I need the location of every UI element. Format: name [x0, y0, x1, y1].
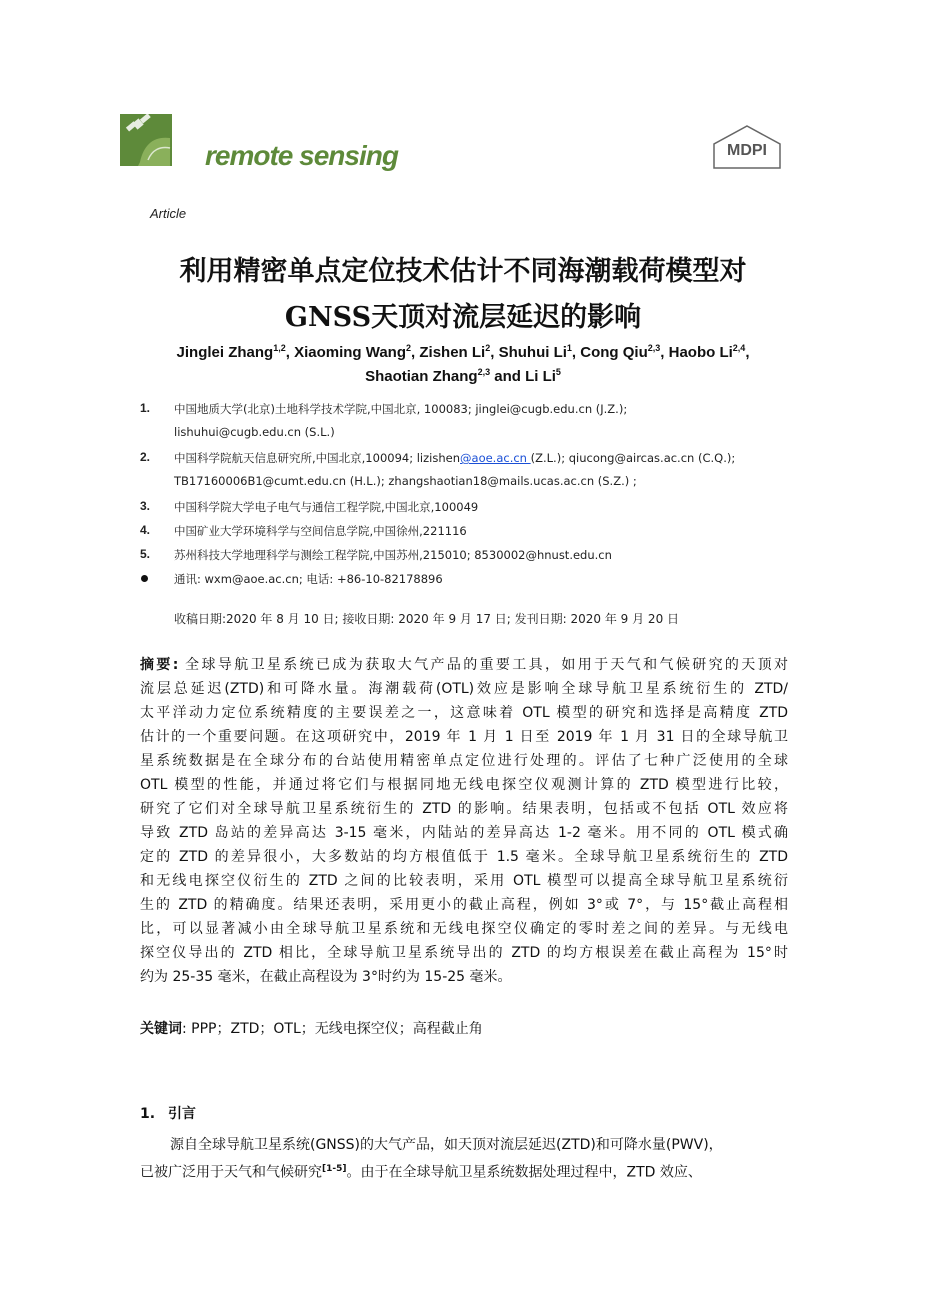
affiliation-text-part: 中国科学院航天信息研究所,中国北京,100094; lizishen: [174, 451, 461, 465]
section-heading: [140, 1103, 196, 1123]
abstract-line: [140, 797, 788, 821]
author-name[interactable]: Zishen Li: [419, 344, 486, 361]
section-title: 引言: [167, 1106, 196, 1122]
author-affiliation-sup: 2,3: [477, 367, 491, 377]
affiliation-text: 中国科学院大学电子电气与通信工程学院,中国北京,100049: [174, 500, 479, 514]
article-type: Article: [150, 206, 187, 221]
author-list-line-2: [0, 367, 926, 385]
author-separator: ,: [660, 344, 669, 361]
author-list-line-1: [0, 343, 926, 361]
abstract-line: [140, 725, 788, 749]
author-affiliation-sup: 1,2: [273, 343, 286, 353]
affiliation-text: lishuhui@cugb.edu.cn (S.L.): [174, 425, 335, 439]
abstract-text: 导致 ZTD 岛站的差异高达 3-15 毫米，内陆站的差异高达 1-2 毫米。用不同的 OTL 模式确: [140, 825, 788, 841]
abstract-text: 生的 ZTD 的精确度。结果还表明，采用更小的截止高程，例如 3°或 7°，与 15°截止高程相: [140, 897, 788, 913]
abstract-line: [140, 749, 788, 773]
paragraph-text: 。由于在全球导航卫星系统数据处理过程中，ZTD 效应、: [346, 1164, 702, 1181]
keywords: [140, 1018, 483, 1038]
correspondence: 通讯: wxm@aoe.ac.cn; 电话: +86-10-82178896: [174, 572, 443, 586]
author-and: and: [490, 368, 526, 385]
satellite-icon: [120, 114, 172, 166]
author-affiliation-sup: 1: [566, 343, 572, 353]
author-name[interactable]: Shuhui Li: [498, 344, 567, 361]
journal-name: remote sensing: [205, 140, 398, 171]
publication-dates: 收稿日期:2020 年 8 月 10 日; 接收日期: 2020 年 9 月 17 日; 发刊日期: 2020 年 9 月 20 日: [174, 612, 680, 626]
affiliation-number: 5.: [140, 547, 151, 561]
title-line-2: GNSS天顶对流层延迟的影响: [284, 302, 642, 333]
affiliation-text: 中国矿业大学环境科学与空间信息学院,中国徐州,221116: [174, 524, 467, 538]
email-link[interactable]: @aoe.ac.cn: [460, 451, 531, 465]
keywords-text: : PPP；ZTD；OTL；无线电探空仪；高程截止角: [182, 1021, 483, 1037]
author-separator: ,: [745, 344, 750, 361]
abstract-line: [140, 653, 788, 677]
abstract-text: 探空仪导出的 ZTD 相比，全球导航卫星系统导出的 ZTD 的均方根误差在截止高程为 15°时: [140, 945, 788, 961]
author-separator: ,: [411, 344, 420, 361]
author-affiliation-sup: 2: [485, 343, 491, 353]
affiliation-number: 3.: [140, 499, 151, 513]
title-line-1: 利用精密单点定位技术估计不同海潮载荷模型对: [179, 256, 747, 287]
abstract-line: [140, 917, 788, 941]
abstract: [140, 653, 788, 989]
abstract-text: 星系统数据是在全球分布的台站使用精密单点定位进行处理的。评估了七种广泛使用的全球: [140, 753, 788, 769]
abstract-line: [140, 677, 788, 701]
publisher-name: MDPI: [727, 142, 767, 159]
abstract-line: [140, 701, 788, 725]
keywords-label: 关键词: [140, 1021, 182, 1037]
abstract-text: OTL 模型的性能，并通过将它们与根据同地无线电探空仪观测计算的 ZTD 模型进行比较，: [140, 777, 788, 793]
author-name[interactable]: Shaotian Zhang: [365, 368, 478, 385]
abstract-line: [140, 773, 788, 797]
abstract-text: 太平洋动力定位系统精度的主要误差之一，这意味着 OTL 模型的研究和选择是高精度 ZTD: [140, 705, 788, 721]
abstract-text: 流层总延迟(ZTD)和可降水量。海潮载荷(OTL)效应是影响全球导航卫星系统衍生的 ZTD/: [140, 681, 788, 697]
affiliation-text: [174, 450, 735, 466]
paragraph-text: 已被广泛用于天气和气候研究: [140, 1164, 322, 1181]
author-separator: ,: [490, 344, 499, 361]
affiliation-text-part: (Z.L.); qiucong@aircas.ac.cn (C.Q.);: [530, 451, 736, 465]
author-affiliation-sup: 2: [406, 343, 412, 353]
bullet-icon: [141, 575, 148, 582]
journal-logo: [120, 114, 172, 166]
abstract-text: 全球导航卫星系统已成为获取大气产品的重要工具，如用于天气和气候研究的天顶对: [178, 657, 788, 673]
author-name[interactable]: Cong Qiu: [580, 344, 648, 361]
abstract-line: [140, 893, 788, 917]
affiliation-number: 1.: [140, 401, 151, 415]
author-name[interactable]: Jinglei Zhang: [176, 344, 274, 361]
affiliation-number: 2.: [140, 450, 151, 464]
abstract-text: 估计的一个重要问题。在这项研究中，2019 年 1 月 1 日至 2019 年 1 月 31 日的全球导航卫: [140, 729, 788, 745]
author-name[interactable]: Li Li: [525, 368, 556, 385]
author-affiliation-sup: 5: [555, 367, 561, 377]
author-name[interactable]: Haobo Li: [668, 344, 733, 361]
author-separator: ,: [285, 344, 295, 361]
author-affiliation-sup: 2,4: [732, 343, 746, 353]
author-name[interactable]: Xiaoming Wang: [294, 344, 407, 361]
abstract-text: 定的 ZTD 的差异很小，大多数站的均方根值低于 1.5 毫米。全球导航卫星系统衍生的 ZTD: [140, 849, 788, 865]
paragraph-line: 源自全球导航卫星系统(GNSS)的大气产品，如天顶对流层延迟(ZTD)和可降水量(PWV)，: [170, 1137, 723, 1153]
publisher-logo: [710, 124, 784, 170]
intro-paragraph: [140, 1133, 788, 1181]
section-number: 1.: [140, 1106, 156, 1122]
author-separator: ,: [571, 344, 581, 361]
abstract-label: 摘要:: [140, 657, 179, 673]
affiliation-text: 中国地质大学(北京)土地科学技术学院,中国北京, 100083; jinglei@cugb.edu.cn (J.Z.);: [174, 402, 628, 416]
affiliation-number: 4.: [140, 523, 151, 537]
abstract-line: [140, 965, 788, 989]
paragraph-line: [140, 1157, 788, 1181]
abstract-text: 比，可以显著减小由全球导航卫星系统和无线电探空仪确定的零时差之间的差异。与无线电: [140, 921, 788, 937]
affiliation-text: 苏州科技大学地理科学与测绘工程学院,中国苏州,215010; 8530002@hnust.edu.cn: [174, 548, 612, 562]
abstract-line: [140, 821, 788, 845]
abstract-text: 约为 25-35 毫米，在截止高程设为 3°时约为 15-25 毫米。: [140, 969, 512, 985]
citation[interactable]: [1-5]: [322, 1164, 347, 1174]
abstract-line: [140, 941, 788, 965]
abstract-line: [140, 869, 788, 893]
abstract-line: [140, 845, 788, 869]
abstract-text: 研究了它们对全球导航卫星系统衍生的 ZTD 的影响。结果表明，包括或不包括 OTL 效应将: [140, 801, 788, 817]
affiliation-text: TB17160006B1@cumt.edu.cn (H.L.); zhangshaotian18@mails.ucas.ac.cn (S.Z.) ;: [174, 474, 637, 488]
abstract-text: 和无线电探空仪衍生的 ZTD 之间的比较表明，采用 OTL 模型可以提高全球导航卫星系统衍: [140, 873, 788, 889]
author-affiliation-sup: 2,3: [647, 343, 661, 353]
